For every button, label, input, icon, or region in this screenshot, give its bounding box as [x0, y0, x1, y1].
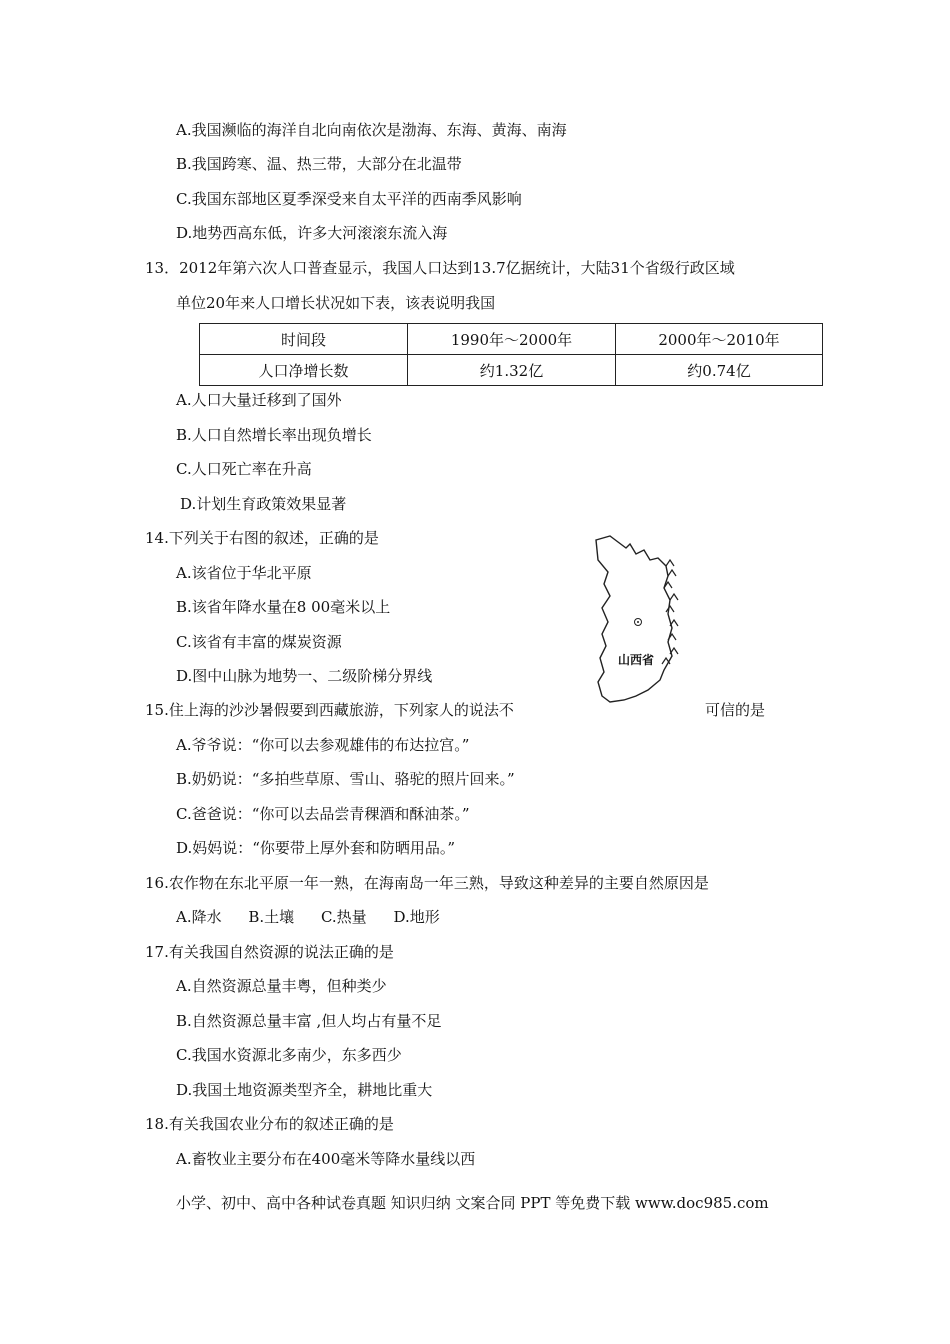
q15-option-a: A.爷爷说：“你可以去参观雄伟的布达拉宫。”: [176, 736, 470, 754]
q13-option-b: B.人口自然增长率出现负增长: [176, 426, 372, 444]
q15-stem-right: 可信的是: [705, 701, 766, 719]
q18-option-a: A.畜牧业主要分布在400毫米等降水量线以西: [176, 1150, 476, 1168]
q14-option-c: C.该省有丰富的煤炭资源: [176, 633, 342, 651]
table-cell: 时间段: [200, 324, 408, 355]
q15-stem-left: 15.住上海的沙沙暑假要到西藏旅游，下列家人的说法不: [145, 701, 514, 719]
q13-stem-line1: 13．2012年第六次人口普查显示，我国人口达到13.7亿据统计，大陆31个省级行政区域: [145, 259, 735, 277]
q14-stem: 14.下列关于右图的叙述，正确的是: [145, 529, 379, 547]
q13-option-a: A.人口大量迁移到了国外: [176, 391, 342, 409]
q13-stem-line2: 单位20年来人口增长状况如下表，该表说明我国: [176, 294, 496, 312]
shanxi-province-map: [588, 530, 698, 705]
q15-option-c: C.爸爸说：“你可以去品尝青稞酒和酥油茶。”: [176, 805, 470, 823]
table-cell: 约1.32亿: [408, 355, 616, 386]
q12-option-b: B.我国跨寒、温、热三带，大部分在北温带: [176, 155, 462, 173]
q14-option-b: B.该省年降水量在8 00毫米以上: [176, 598, 391, 616]
table-cell: 2000年～2010年: [616, 324, 823, 355]
q12-option-d: D.地势西高东低，许多大河滚滚东流入海: [176, 224, 448, 242]
q14-option-d: D.图中山脉为地势一、二级阶梯分界线: [176, 667, 433, 685]
q16-option-b: B.土壤: [248, 908, 295, 926]
q17-option-a: A.自然资源总量丰粤，但种类少: [176, 977, 387, 995]
q16-options: [176, 907, 462, 927]
province-outline: [596, 536, 672, 702]
q18-stem: 18.有关我国农业分布的叙述正确的是: [145, 1115, 394, 1133]
table-cell: 1990年～2000年: [408, 324, 616, 355]
table-row: [200, 355, 823, 386]
q17-option-c: C.我国水资源北多南少，东多西少: [176, 1046, 402, 1064]
map-label: 山西省: [618, 653, 655, 667]
q16-option-c: C.热量: [320, 908, 367, 926]
q16-stem: 16.农作物在东北平原一年一熟，在海南岛一年三熟，导致这种差异的主要自然原因是: [145, 874, 709, 892]
page-footer: 小学、初中、高中各种试卷真题 知识归纳 文案合同 PPT 等免费下载 www.doc985.com: [176, 1194, 769, 1212]
table-header-row: [200, 324, 823, 355]
q12-option-c: C.我国东部地区夏季深受来自太平洋的西南季风影响: [176, 190, 522, 208]
q16-option-a: A.降水: [176, 908, 222, 926]
table-cell: 人口净增长数: [200, 355, 408, 386]
table-cell: 约0.74亿: [616, 355, 823, 386]
q12-option-a: A.我国濒临的海洋自北向南依次是渤海、东海、黄海、南海: [176, 121, 567, 139]
q14-option-a: A.该省位于华北平原: [176, 564, 312, 582]
q15-option-b: B.奶奶说：“多拍些草原、雪山、骆驼的照片回来。”: [176, 770, 515, 788]
q17-stem: 17.有关我国自然资源的说法正确的是: [145, 943, 394, 961]
q13-option-d: D.计划生育政策效果显著: [180, 495, 347, 513]
q17-option-b: B.自然资源总量丰富 ,但人均占有量不足: [176, 1012, 442, 1030]
population-table: [199, 323, 823, 386]
q13-option-c: C.人口死亡率在升高: [176, 460, 312, 478]
q15-option-d: D.妈妈说：“你要带上厚外套和防晒用品。”: [176, 839, 456, 857]
q17-option-d: D.我国土地资源类型齐全，耕地比重大: [176, 1081, 433, 1099]
q16-option-d: D.地形: [393, 908, 440, 926]
